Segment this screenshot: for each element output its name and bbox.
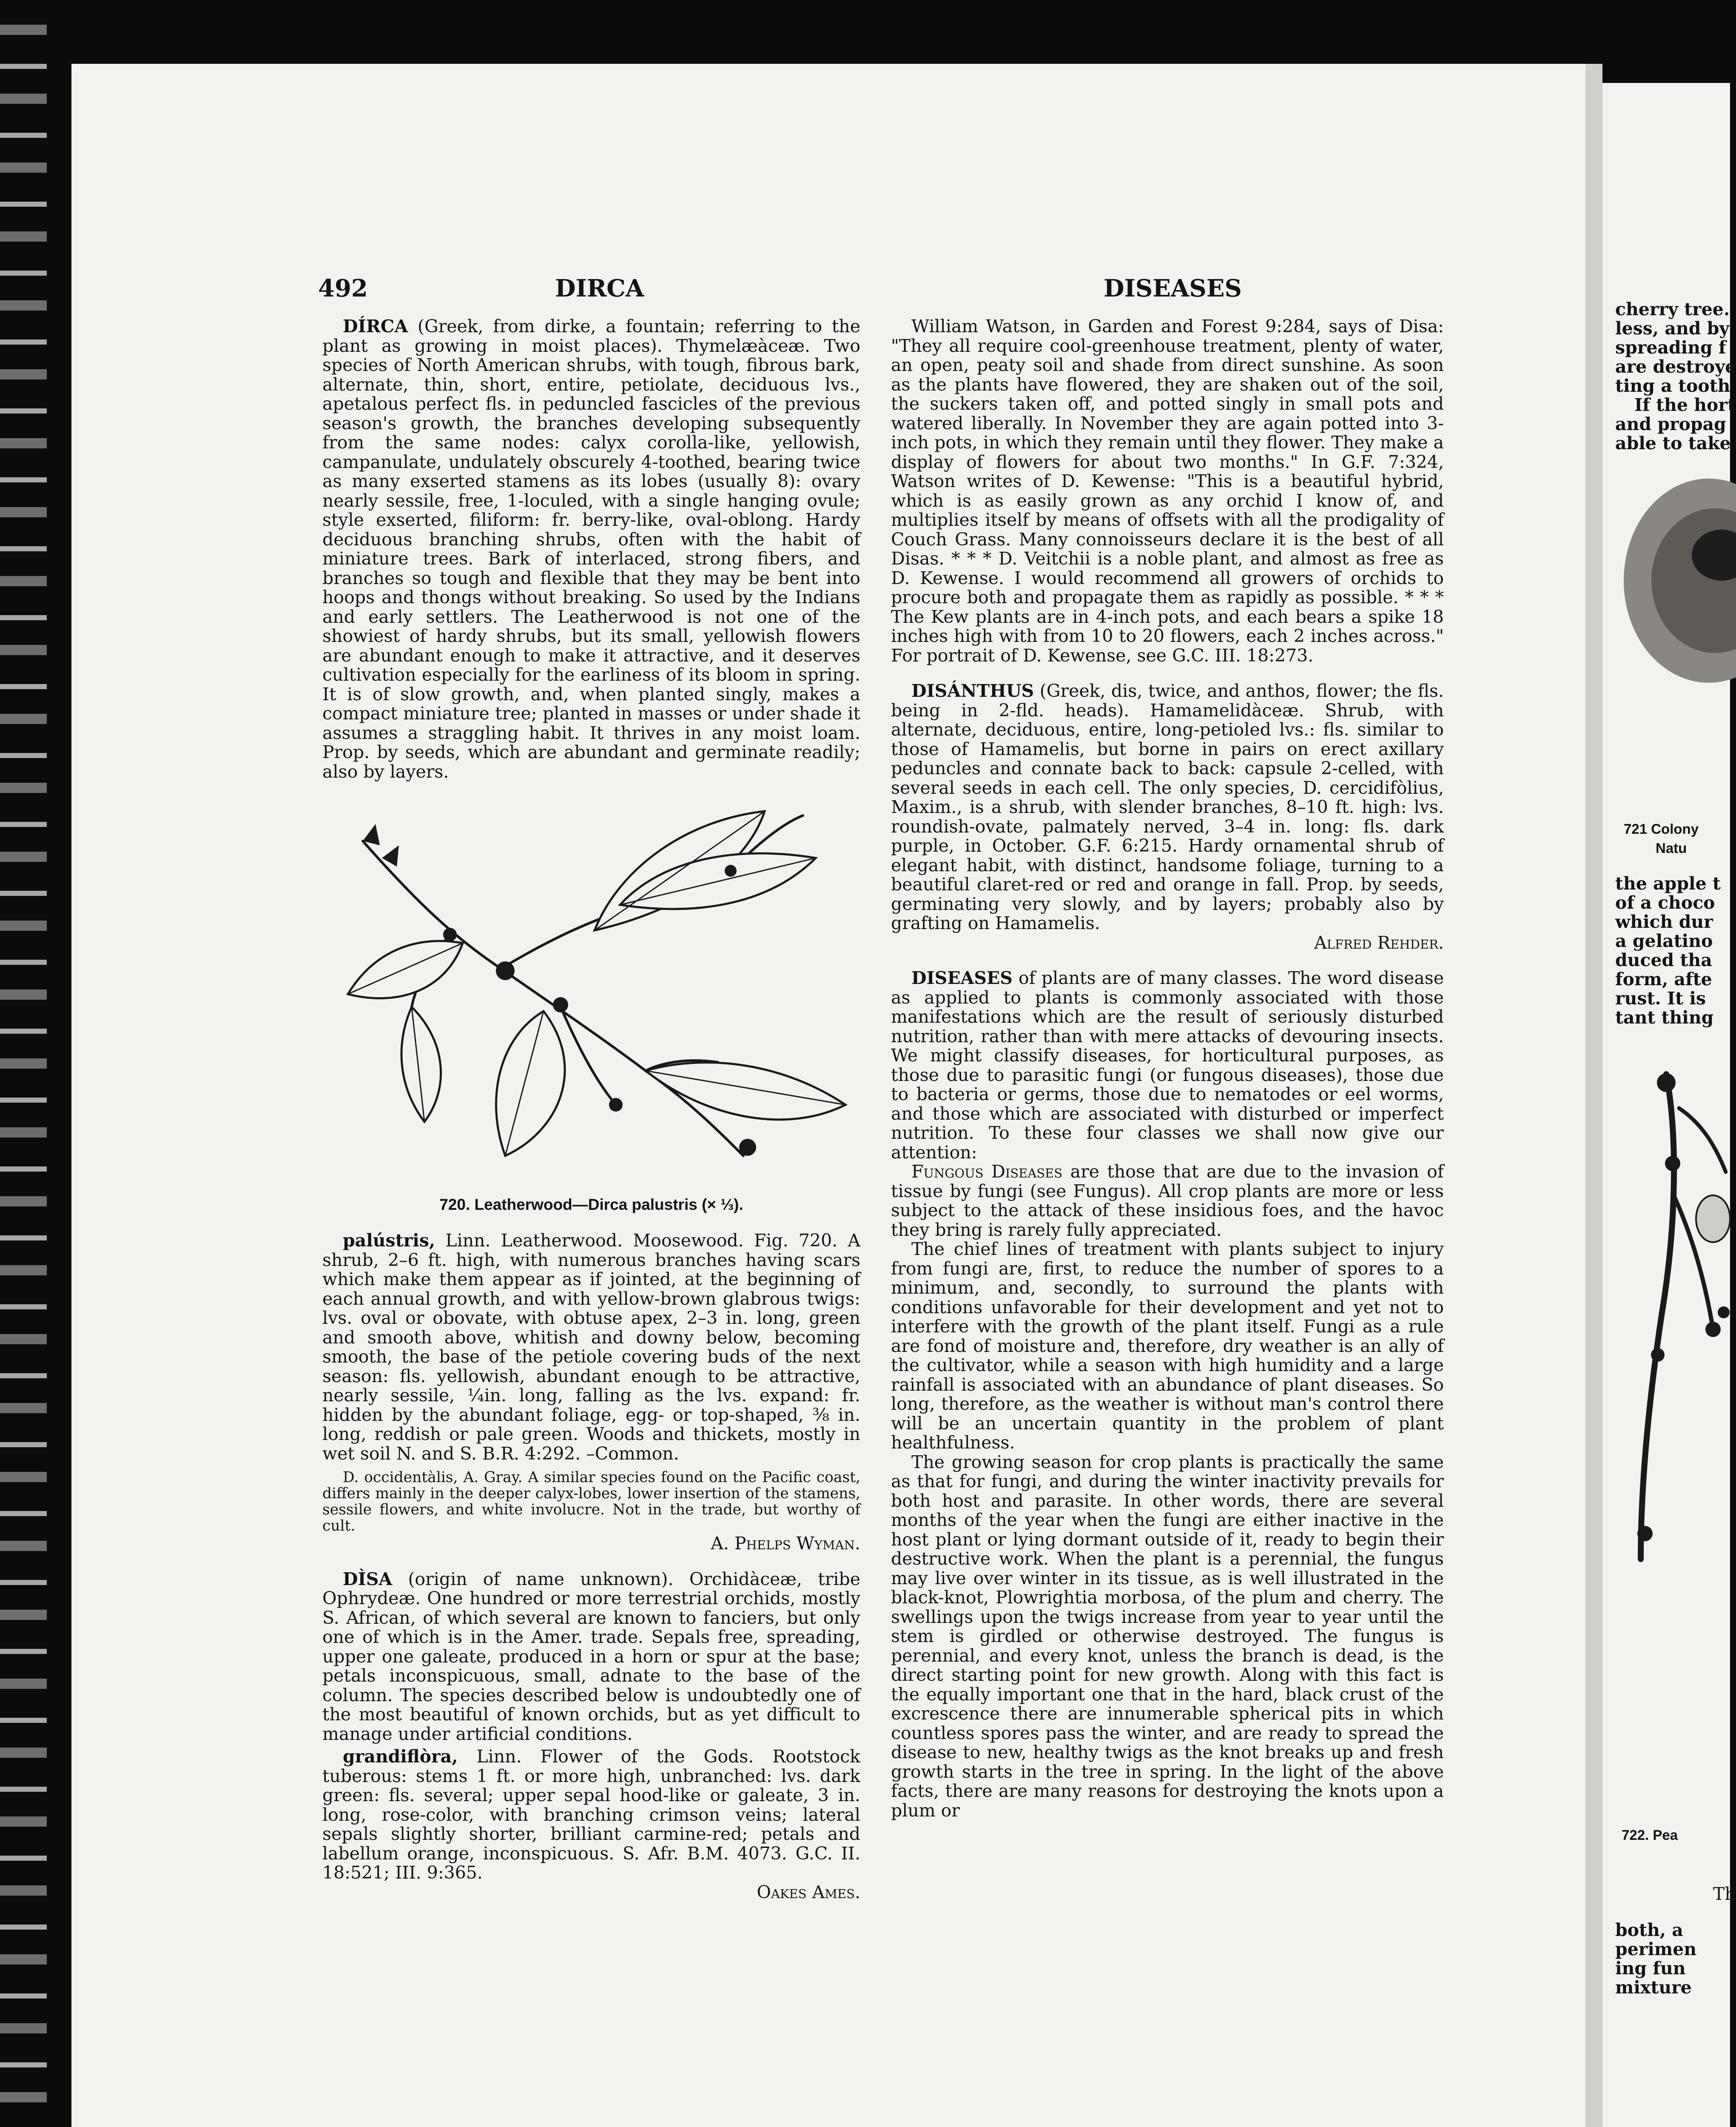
dirca-entry <box>322 317 860 781</box>
next-page-mid-lines <box>1615 874 1721 1027</box>
figure-722-caption: 722. Pea <box>1622 1827 1678 1843</box>
next-line: spreading f <box>1615 337 1726 358</box>
grandiflora-heading: grandiflòra, <box>343 1746 458 1767</box>
next-line: which dur <box>1615 912 1713 932</box>
figure-721-caption: 721 Colony <box>1624 821 1699 837</box>
running-head-right: DISEASES <box>1104 274 1242 302</box>
next-line: rust. It is <box>1615 988 1706 1009</box>
next-page-edge <box>1602 83 1736 2127</box>
right-column <box>891 317 1444 1820</box>
watson-quote: William Watson, in Garden and Forest 9:284, says of Disa: "They all require cool-greenhouse treatment, plenty of water, an open, peaty soil and shade from direct sunshine. As soon as the plants have flowered, they are shaken out of the soil, the suckers taken off, and potted singly in small pots and watered liberally. In November they are again potted into 3-inch pots, in which they remain until they flower. They make a display of flowers for about two months." In G.F. 7:324, Watson writes of D. Kewense: "This is a beautiful hybrid, which is as easily grown as any orchid I know of, and multiplies itself by means of offsets with all the prodigality of Couch Grass. Many connoisseurs declare it is the best of all Disas. * * * D. Veitchii is a noble plant, and almost as free as D. Kewense. I would recommend all growers of orchids to procure both and propagate them as rapidly as possible. * * * The Kew plants are in 4-inch pots, and each bears a spike 18 inches high with from 10 to 20 flowers, each 2 inches across." For portrait of D. Kewense, see G.C. III. 18:273. <box>891 316 1444 666</box>
next-line: ing fun <box>1615 1958 1686 1979</box>
next-line: If the hort <box>1634 395 1736 415</box>
page-number: 492 <box>318 274 368 302</box>
grandiflora-text: Linn. Flower of the Gods. Rootstock tuberous: stems 1 ft. or more high, unbranched: lvs. dark green: fls. several; upper sepal hood-like or galeate, 3 in. long, rose-color, with branching crimson veins; lateral sepals slightly shorter, brilliant carmine-red; petals and labellum orange, inconspicuous. S. Afr. B.M. 4073. G.C. II. 18:521; III. 9:365. <box>322 1746 860 1883</box>
next-line: mixture <box>1615 1977 1692 1998</box>
peach-twig-illustration <box>1615 1057 1730 1759</box>
colony-illustration <box>1619 474 1730 696</box>
signature-rehder: Alfred Rehder. <box>1314 932 1444 953</box>
next-line: the apple t <box>1615 873 1721 894</box>
next-line: perimen <box>1615 1939 1697 1959</box>
figure-721-caption-line2: Natu <box>1656 840 1687 856</box>
next-line: able to take <box>1615 433 1731 453</box>
fungous-text: are those that are due to the invasion of tissue by fungi (see Fungus). All crop plants are more or less subject to the attack of these insidious foes, and the havoc they bring is rarely fully appreciated. <box>891 1161 1444 1240</box>
grandiflora-entry <box>322 1747 860 1883</box>
fungous-label: Fungous Diseases <box>911 1161 1063 1182</box>
fungous-paragraph <box>891 1162 1444 1240</box>
left-column <box>322 317 860 1902</box>
disa-heading: DÌSA <box>343 1568 393 1589</box>
next-line: form, afte <box>1615 969 1712 989</box>
diseases-entry <box>891 969 1444 1162</box>
next-page-bottom-first: Th <box>1713 1884 1736 1904</box>
chief-lines-paragraph: The chief lines of treatment with plants subject to injury from fungi are, first, to reduce the number of spores to a minimum, and, secondly, to surround the plants with conditions unfavorable for their development and yet not to interfere with the growth of the plant itself. Fungi as a rule are fond of moisture and, therefore, dry weather is an ally of the cultivator, while a season with high humidity and a large rainfall is associated with an abundance of plant diseases. So long, therefore, as the weather is without man's control there will be an uncertain quantity in the problem of plant healthfulness. <box>891 1239 1444 1453</box>
disanthus-text: (Greek, dis, twice, and anthos, flower; the fls. being in 2-fld. heads). Hamamelidàceæ. Shrub, with alternate, deciduous, entire, long-petioled lvs.: fls. similar to those of Hamamelis, but borne in pairs on erect axillary peduncles and connate back to back: capsule 2-celled, with several seeds in each cell. The only species, D. cercidifòlius, Maxim., is a shrub, with slender branches, 8–10 ft. high: lvs. roundish-ovate, palmately nerved, 3–4 in. long: fls. dark purple, in October. G.F. 6:215. Hardy ornamental shrub of elegant habit, with distinct, handsome foliage, turning to a beautiful claret-red or red and orange in fall. Prop. by seeds, germinating very slowly, and by layers; probably also by grafting on Hamamelis. <box>891 681 1444 933</box>
growing-season-paragraph: The growing season for crop plants is practically the same as that for fungi, and during the winter inactivity prevails for both host and parasite. In other words, there are several months of the year when the fungi are either inactive in the host plant or lying dormant outside of it, ready to begin their destructive work. When the plant is a perennial, the fungus may live over winter in its tissue, as is well illustrated in the black-knot, Plowrightia morbosa, of the plum and cherry. The swellings upon the twigs increase from year to year until the stem is girdled or otherwise destroyed. The fungus is perennial, and every knot, unless the branch is dead, is the direct starting point for new growth. Along with this fact is the equally important one that in the hard, black crust of the excrescence there are innumerable spherical pits in which countless spores pass the winter, and are ready to spread the disease to new, healthy twigs as the knot breaks up and fresh growth starts in the tree in spring. In the light of the above facts, there are many reasons for destroying the knots upon a plum or <box>891 1451 1444 1821</box>
next-line: and propag <box>1615 414 1726 434</box>
disanthus-entry <box>891 681 1444 933</box>
next-line: both, a <box>1615 1920 1683 1940</box>
signature-ames: Oakes Ames. <box>757 1882 860 1902</box>
next-line: ting a tooth <box>1615 376 1730 396</box>
next-line: are destroye <box>1615 356 1736 377</box>
next-page-bottom-lines <box>1615 1921 1696 1997</box>
next-line: a gelatino <box>1615 931 1713 951</box>
next-line: duced tha <box>1615 950 1712 970</box>
diseases-text: of plants are of many classes. The word disease as applied to plants is commonly associated with those manifestations which are the result of seriously disturbed nutrition, rather than with mere attacks of devouring insects. We might classify diseases, for horticultural purposes, as those due to parasitic fungi (or fungous diseases), those due to bacteria or germs, those due to nematodes or eel worms, and those which are associated with disturbed or imperfect nutrition. To these four classes we shall now give our attention: <box>891 968 1444 1163</box>
dirca-heading: DÍRCA <box>343 316 408 336</box>
disa-text: (origin of name unknown). Orchidàceæ, tribe Ophrydeæ. One hundred or more terrestrial orchids, mostly S. African, of which several are known to fanciers, but only one of which is in the Amer. trade. Sepals free, spreading, upper one galeate, produced in a horn or spur at the base; petals inconspicuous, small, adnate to the base of the column. The species described below is undoubtedly one of the most beautiful of known orchids, but as yet difficult to manage under artificial conditions. <box>322 1568 860 1744</box>
next-line: cherry tree. <box>1615 299 1730 319</box>
scan-edge-strip <box>0 0 47 2127</box>
palustris-text: Linn. Leatherwood. Moosewood. Fig. 720. A shrub, 2–6 ft. high, with numerous branches having scars which make them appear as if jointed, at the beginning of each annual growth, and with yellow-brown glabrous twigs: lvs. oval or obovate, with obtuse apex, 2–3 in. long, green and smooth above, whitish and downy below, becoming smooth, the base of the petiole covering buds of the next season: fls. yellowish, abundant enough to be attractive, nearly sessile, ¼in. long, falling as the lvs. expand: fr. hidden by the abundant foliage, egg- or top-shaped, ⅜ in. long, reddish or pale green. Woods and thickets, mostly in wet soil N. and S. B.R. 4:292. –Common. <box>322 1230 860 1464</box>
leatherwood-figure <box>322 807 860 1186</box>
next-line: tant thing <box>1615 1007 1714 1028</box>
palustris-entry <box>322 1231 860 1463</box>
palustris-heading: palústris, <box>343 1230 435 1251</box>
figure-720-caption: 720. Leatherwood—Dirca palustris (× ⅓). <box>439 1195 743 1213</box>
occidentalis-note: D. occidentàlis, A. Gray. A similar species found on the Pacific coast, differs mainly in the deeper calyx-lobes, lower insertion of the stamens, sessile flowers, and white involucre. Not in the trade, but worthy of cult. <box>322 1469 860 1534</box>
leatherwood-illustration <box>322 807 860 1181</box>
signature-wyman: A. Phelps Wyman. <box>711 1533 860 1554</box>
disa-entry <box>322 1570 860 1744</box>
next-line: less, and by <box>1615 318 1730 339</box>
next-page-top-lines <box>1615 300 1736 453</box>
dirca-text: (Greek, from dirke, a fountain; referring to the plant as growing in moist places). Thymelæàceæ. Two species of North American shrubs, with tough, fibrous bark, alternate, thin, short, entire, petiolate, deciduous lvs., apetalous perfect fls. in peduncled fascicles of the previous season's growth, the branches developing subsequently from the same nodes: calyx corolla-like, yellowish, campanulate, undulately obscurely 4-toothed, bearing twice as many exserted stamens as its lobes (usually 8): ovary nearly sessile, free, 1-loculed, with a single hanging ovule; style exserted, filiform: fr. berry-like, oval-oblong. Hardy deciduous branching shrubs, often with the habit of miniature trees. Bark of interlaced, strong fibers, and branches so tough and flexible that they may be bent into hoops and thongs without breaking. So used by the Indians and early settlers. The Leatherwood is not one of the showiest of hardy shrubs, but its small, yellowish flowers are abundant enough to make it attractive, and it deserves cultivation especially for the earliness of its bloom in spring. It is of slow growth, and, when planted singly, makes a compact miniature tree; planted in masses or under shade it assumes a straggling habit. It thrives in any moist loam. Prop. by seeds, which are abundant and germinate readily; also by layers. <box>322 316 860 782</box>
diseases-heading: DISEASES <box>911 968 1013 988</box>
disanthus-heading: DISÁNTHUS <box>911 681 1034 701</box>
running-head-left: DIRCA <box>555 274 644 302</box>
next-line: of a choco <box>1615 892 1715 913</box>
